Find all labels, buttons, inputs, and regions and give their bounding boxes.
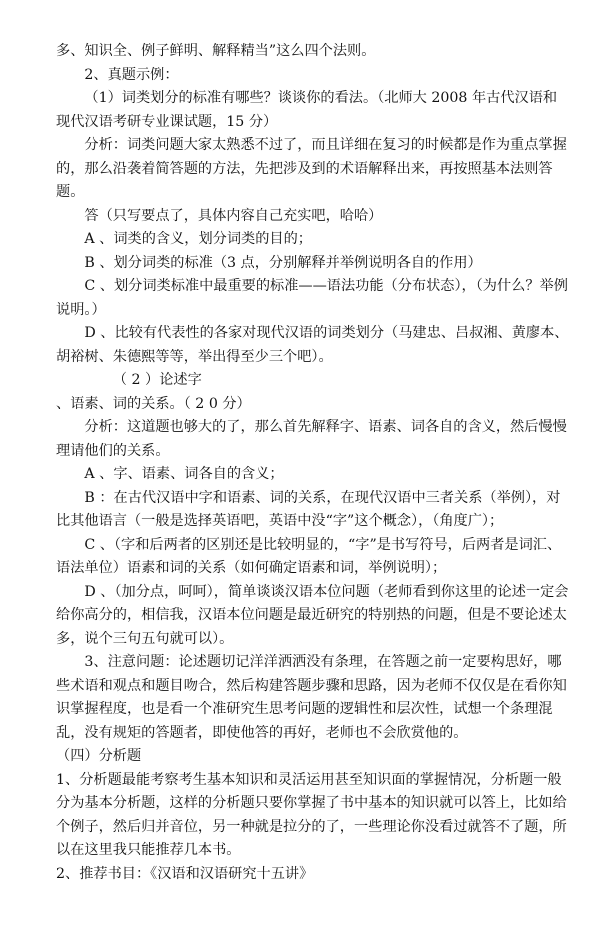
question-1: （1）词类划分的标准有哪些？谈谈你的看法。（北师大 2008 年古代汉语和现代汉语考研专业课试题，15 分） <box>56 90 558 130</box>
answer-point-d: D 、比较有代表性的各家对现代汉语的词类划分（马建忠、吕叔湘、黄廖本、胡裕树、朱德熙等等，举出得至少三个吧）。 <box>56 325 569 365</box>
answer2-point-b: B ：在古代汉语中字和语素、词的关系，在现代汉语中三者关系（举例），对比其他语言（一般是选择英语吧，英语中没“字”这个概念），（角度广）； <box>56 489 561 529</box>
answer-point-c: C 、划分词类标准中最重要的标准——语法功能（分布状态），（为什么？举例说明。） <box>56 278 568 318</box>
analysis-section-text: 1、分析题最能考察考生基本知识和灵活运用甚至知识面的掌握情况，分析题一般分为基本分析题，这样的分析题只要你掌握了书中基本的知识就可以答上，比如给个例子，然后归并音位，另一种就是拉分的了，一些理论你没看过就答不了题，所以在这里我只能推荐几本书。 <box>56 771 567 858</box>
question-2-continued: 、语素、词的关系。（ 2 0 分） <box>56 395 251 412</box>
paragraph-continuation: 多、知识全、例子鲜明、解释精当”这么四个法则。 <box>56 43 376 59</box>
analysis-2: 分析：这道题也够大的了，那么首先解释字、语素、词各自的含义，然后慢慢理请他们的关系。 <box>56 419 567 459</box>
answer2-point-d: D 、（加分点，呵呵），简单谈谈汉语本位问题（老师看到你这里的论述一定会给你高分的，相信我，汉语本位问题是最近研究的特别热的问题，但是不要论述太多，说个三句五句就可以）。 <box>56 583 569 647</box>
recommended-books: 2、推荐书目：《汉语和汉语研究十五讲》 <box>56 865 314 882</box>
section-heading-analysis: （四）分析题 <box>56 748 142 764</box>
answer2-point-a: A 、字、语素、词各自的含义； <box>84 466 284 482</box>
answer-point-a: A 、词类的含义，划分词类的目的； <box>84 231 312 247</box>
answer-point-b: B 、划分词类的标准（3 点，分别解释并举例说明各自的作用） <box>84 254 482 271</box>
question-2-start: （ 2 ）论述字 <box>112 372 202 388</box>
notes-paragraph: 3、注意问题：论述题切记洋洋洒洒没有条理，在答题之前一定要构思好，哪些术语和观点和题目吻合，然后构建答题步骤和思路，因为老师不仅仅是在看你知识掌握程度，也是看一个准研究生思考问题的逻辑性和层次性，试想一个条理混乱，没有规矩的答题者，即使他答的再好，老师也不会欣赏他的。 <box>56 654 567 741</box>
answer-intro: 答（只写要点了，具体内容自己充实吧，哈哈） <box>84 207 383 224</box>
section-heading-examples: 2、真题示例： <box>84 66 179 83</box>
answer2-point-c: C 、（字和后两者的区别还是比较明显的，“字”是书写符号，后两者是词汇、语法单位）语素和词的关系（如何确定语素和词，举例说明）； <box>56 536 562 576</box>
analysis-1: 分析：词类问题大家太熟悉不过了，而且详细在复习的时候都是作为重点掌握的，那么沿袭着简答题的方法，先把涉及到的术语解释出来，再按照基本法则答题。 <box>56 137 567 200</box>
